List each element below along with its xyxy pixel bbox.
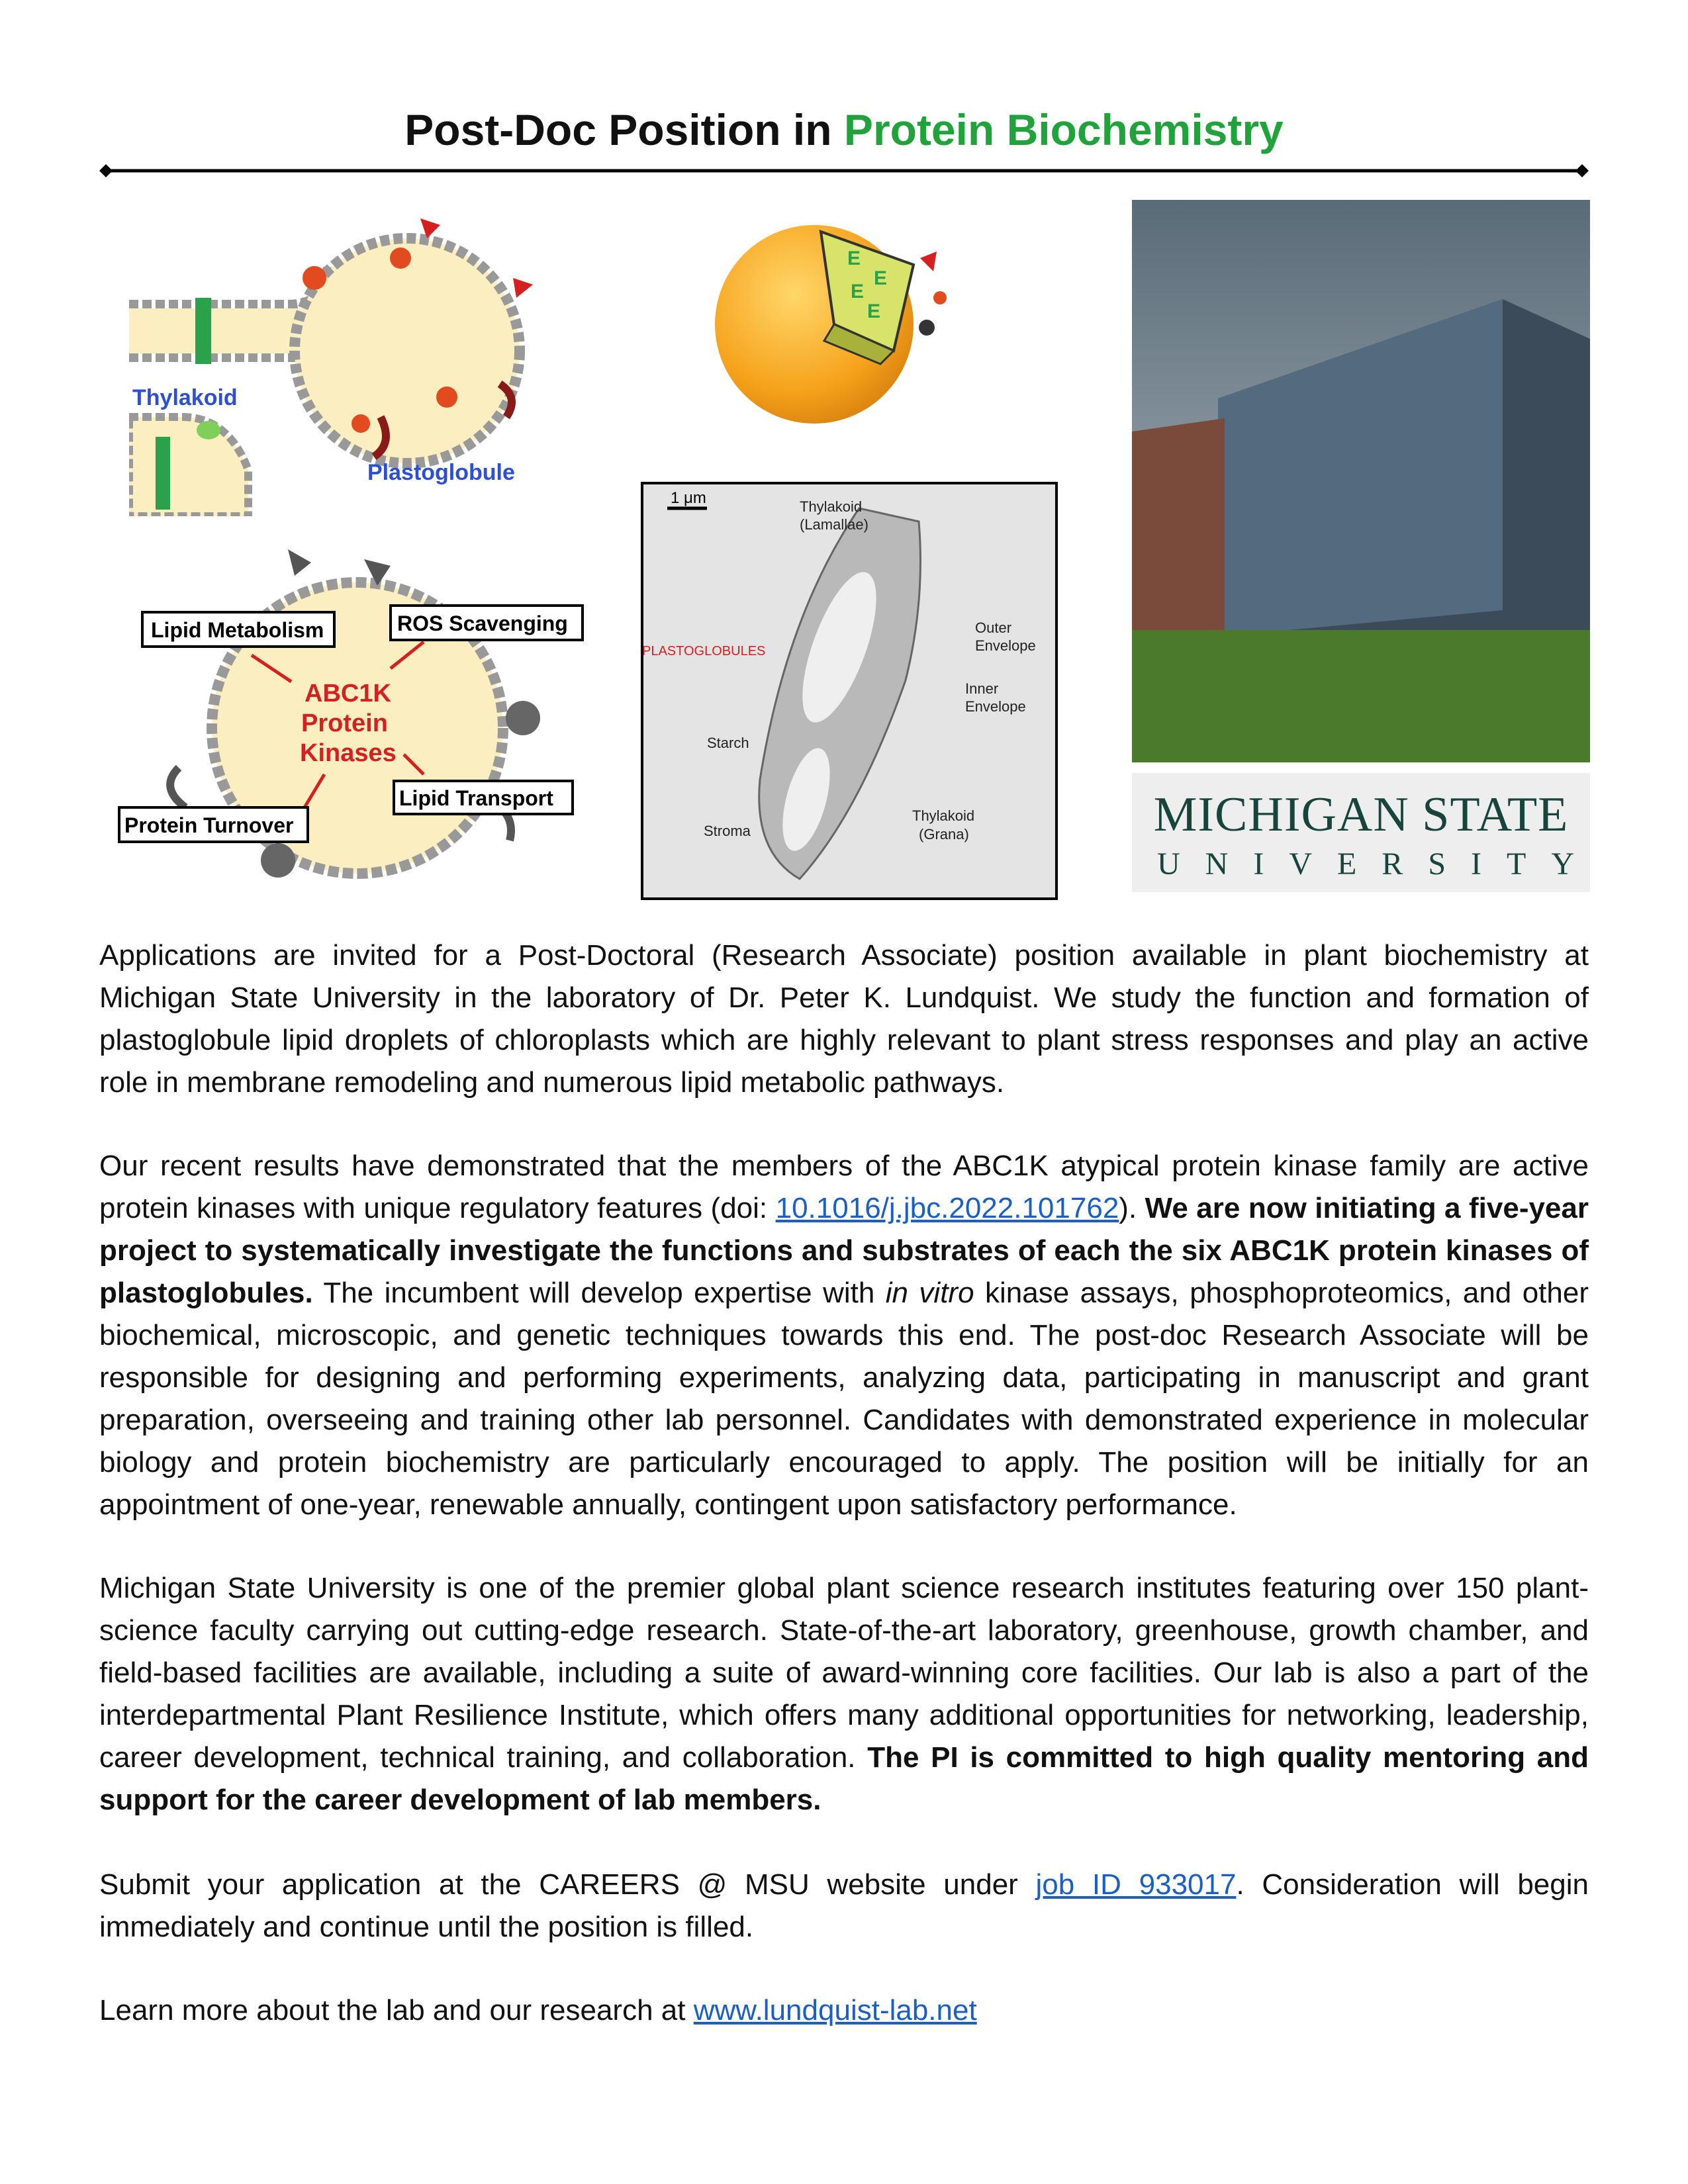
paragraph-project-italic: in vitro — [885, 1277, 974, 1309]
abc1k-label-protein-turnover: Protein Turnover — [124, 813, 294, 837]
paragraph-intro-text: Applications are invited for a Post-Doctoral (Research Associate) position available in plant biochemistry at Michigan State University in the laboratory of Dr. Peter K. Lundquist. We study the function and formation of plastoglobule lipid droplets of chloroplasts which are highly relevant to plant stress responses and play an active role in membrane remodeling and numerous lipid metabolic pathways. — [99, 939, 1589, 1099]
abc1k-label-ros-scavenging: ROS Scavenging — [397, 612, 568, 635]
plastoglobule-diagram — [129, 218, 553, 516]
em-scale-bar: 1 μm — [671, 489, 706, 507]
abc1k-center-line-2: Protein — [301, 709, 388, 737]
lab-website-link[interactable]: www.lundquist-lab.net — [693, 1994, 977, 2026]
em-label-thylakoid-grana-2: (Grana) — [919, 826, 969, 842]
title-prefix: Post-Doc Position in — [404, 105, 844, 154]
paragraph-project — [99, 1145, 1589, 1526]
msu-building-photo — [1132, 200, 1590, 762]
sphere-glyph-1: E — [847, 248, 861, 269]
em-label-outer-envelope-1: Outer — [975, 619, 1012, 636]
abc1k-center-line-3: Kinases — [300, 739, 397, 767]
abc1k-kinase-diagram — [113, 549, 589, 893]
paragraph-submit — [99, 1864, 1589, 1948]
paragraph-msu — [99, 1567, 1589, 1821]
page-title — [0, 105, 1688, 155]
em-label-plastoglobules: PLASTOGLOBULES — [642, 644, 766, 659]
abc1k-label-lipid-metabolism: Lipid Metabolism — [151, 618, 324, 642]
paragraph-project-b: ). — [1119, 1192, 1145, 1224]
paragraph-project-bold: We are now initiating a five-year project to systematically investigate the functions and substrates of each the six ABC1K protein kinases of plastoglobules. — [99, 1192, 1589, 1309]
title-accent: Protein Biochemistry — [843, 105, 1284, 154]
paragraph-project-c: The incumbent will develop expertise with — [312, 1277, 886, 1309]
em-label-inner-envelope-1: Inner — [965, 680, 999, 697]
em-label-thylakoid-lamallae-1: Thylakoid — [800, 498, 863, 515]
title-divider — [99, 158, 1589, 184]
msu-logo — [1132, 773, 1599, 892]
sphere-glyph-4: E — [867, 300, 881, 322]
em-label-outer-envelope-2: Envelope — [975, 637, 1036, 654]
job-id-link[interactable]: job ID 933017 — [1035, 1868, 1237, 1901]
paragraph-intro — [99, 934, 1589, 1104]
em-label-inner-envelope-2: Envelope — [965, 698, 1026, 715]
abc1k-label-lipid-transport: Lipid Transport — [399, 786, 553, 810]
em-micrograph — [641, 482, 1058, 900]
sphere-glyph-3: E — [851, 281, 865, 302]
sphere-glyph-2: E — [874, 267, 888, 289]
paragraph-msu-bold: The PI is committed to high quality mentoring and support for the career development of lab members. — [99, 1741, 1589, 1816]
abc1k-center-line-1: ABC1K — [305, 680, 391, 707]
sphere-model-diagram — [708, 212, 953, 437]
doi-link[interactable]: 10.1016/j.jbc.2022.101762 — [775, 1192, 1119, 1224]
paragraph-project-a: Our recent results have demonstrated that the members of the ABC1K atypical protein kinase family are active protein kinases with unique regulatory features (doi: — [99, 1150, 1589, 1224]
em-label-thylakoid-grana-1: Thylakoid — [912, 807, 975, 824]
paragraph-project-d: kinase assays, phosphoproteomics, and other biochemical, microscopic, and genetic techniques towards this end. The post-doc Research Associate will be responsible for designing and performing experiments, analyzing data, participating in manuscript and grant preparation, overseeing and training other lab personnel. Candidates with demonstrated experience in molecular biology and protein biochemistry are particularly encouraged to apply. The position will be initially for an appointment of one-year, renewable annually, contingent upon satisfactory performance. — [99, 1277, 1589, 1521]
em-label-thylakoid-lamallae-2: (Lamallae) — [800, 516, 868, 533]
paragraph-submit-a: Submit your application at the CAREERS @ MSU website under — [99, 1868, 1036, 1901]
em-label-starch: Starch — [707, 735, 749, 751]
msu-logo-line-2: UNIVERSITY — [1157, 846, 1599, 882]
paragraph-msu-text: Michigan State University is one of the premier global plant science research institutes featuring over 150 plant-science faculty carrying out cutting-edge research. State-of-the-art laboratory, greenhouse, growth chamber, and field-based facilities are available, including a suite of award-winning core facilities. Our lab is also a part of the interdepartmental Plant Resilience Institute, which offers many additional opportunities for networking, leadership, career development, technical training, and collaboration. — [99, 1572, 1589, 1774]
msu-logo-line-1: MICHIGAN STATE — [1153, 788, 1569, 842]
label-thylakoid: Thylakoid — [132, 385, 238, 410]
paragraph-learn-more — [99, 1989, 1589, 2032]
paragraph-submit-b: . Consideration will begin immediately and continue until the position is filled. — [99, 1868, 1589, 1943]
em-label-stroma: Stroma — [704, 823, 751, 839]
paragraph-learn-more-text: Learn more about the lab and our research at — [99, 1994, 694, 2026]
label-plastoglobule: Plastoglobule — [367, 460, 515, 485]
